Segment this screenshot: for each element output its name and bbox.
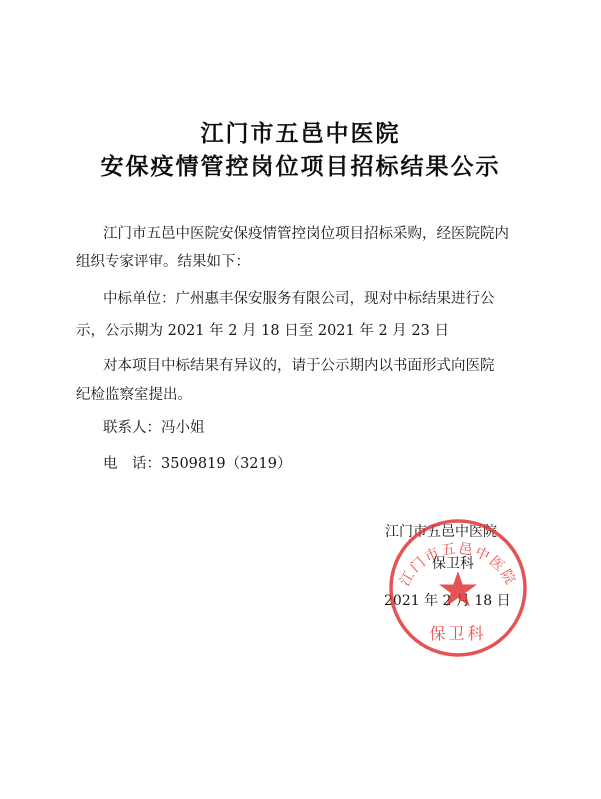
seal-center-text: 保卫科 (429, 624, 487, 643)
contact-person: 联系人：冯小姐 (103, 420, 205, 436)
star-icon (439, 571, 477, 607)
signature-date: 2021 年 2 月 18 日 (384, 593, 511, 609)
paragraph-2-line-1: 中标单位：广州惠丰保安服务有限公司，现对中标结果进行公 (103, 291, 495, 307)
paragraph-3-line-2: 纪检监察室提出。 (76, 387, 192, 403)
paragraph-1-line-2: 组织专家评审。结果如下： (76, 254, 250, 270)
contact-phone: 电 话：3509819（3219） (103, 456, 292, 472)
signature-department: 保卫科 (432, 556, 474, 572)
paragraph-3-line-1: 对本项目中标结果有异议的，请于公示期内以书面形式向医院 (103, 358, 495, 374)
document-title-line-1: 江门市五邑中医院 (200, 121, 401, 147)
seal-ring-text: 江门市五邑中医院 (397, 540, 519, 589)
paragraph-1-line-1: 江门市五邑中医院安保疫情管控岗位项目招标采购，经医院院内 (103, 226, 509, 242)
signature-organization: 江门市五邑中医院 (385, 524, 497, 540)
document-title-line-2: 安保疫情管控岗位项目招标结果公示 (100, 154, 501, 180)
paragraph-2-line-2: 示，公示期为 2021 年 2 月 18 日至 2021 年 2 月 23 日 (76, 323, 449, 339)
official-seal-stamp (383, 513, 533, 663)
